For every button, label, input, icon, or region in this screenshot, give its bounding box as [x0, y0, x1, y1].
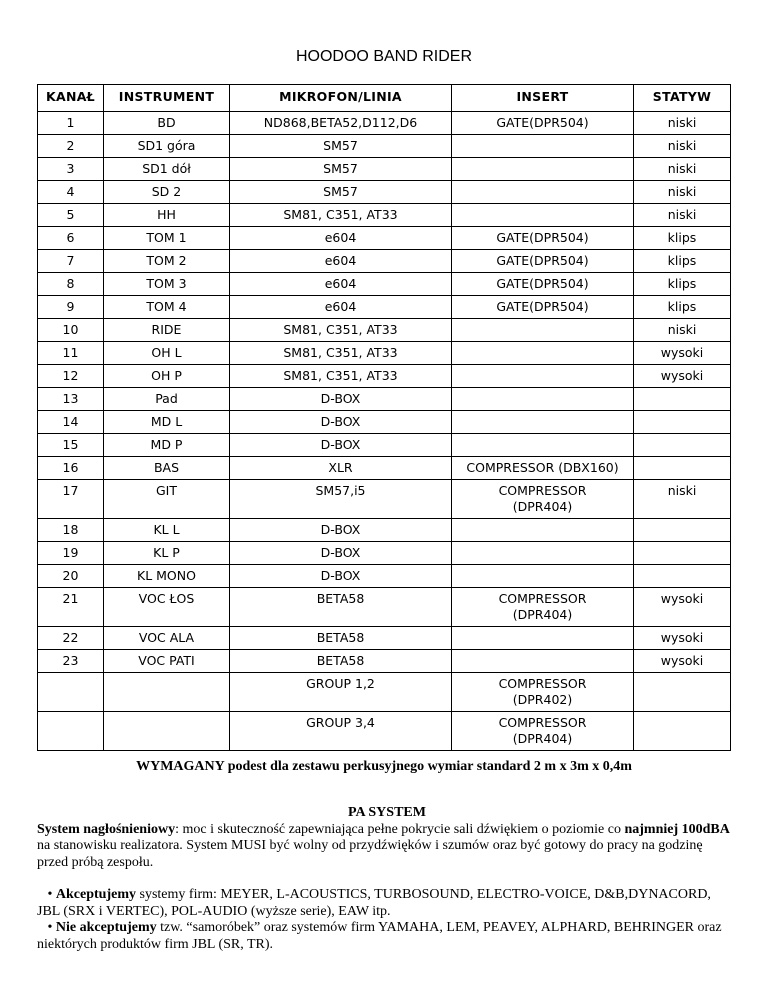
cell-instrument: KL P	[104, 542, 230, 565]
cell-channel: 6	[38, 227, 104, 250]
cell-stand: niski	[634, 181, 731, 204]
cell-channel	[38, 712, 104, 751]
pa-text: tzw. “samoróbek” oraz systemów firm YAMAHA, LEM, PEAVEY, ALPHARD, BEHRINGER oraz niektórych produktów firm JBL (SR, TR).	[37, 920, 726, 952]
cell-instrument: BD	[104, 112, 230, 135]
cell-stand: niski	[634, 319, 731, 342]
cell-microphone: SM57,i5	[230, 480, 452, 519]
table-row	[38, 712, 731, 751]
cell-stand: klips	[634, 273, 731, 296]
cell-insert	[452, 181, 634, 204]
table-row	[38, 542, 731, 565]
cell-instrument: HH	[104, 204, 230, 227]
pa-text: na stanowisku realizatora. System MUSI być wolny od przydźwięków i szumów oraz być gotowy do pracy na godzinę przed próbą zespołu.	[37, 838, 703, 870]
cell-channel: 19	[38, 542, 104, 565]
cell-instrument: BAS	[104, 457, 230, 480]
cell-stand: niski	[634, 480, 731, 519]
header-instrument: INSTRUMENT	[104, 85, 230, 112]
cell-microphone: e604	[230, 273, 452, 296]
cell-microphone: GROUP 1,2	[230, 673, 452, 712]
cell-channel: 14	[38, 411, 104, 434]
table-row	[38, 365, 731, 388]
table-row	[38, 227, 731, 250]
cell-stand: niski	[634, 204, 731, 227]
cell-microphone: BETA58	[230, 588, 452, 627]
cell-stand	[634, 388, 731, 411]
cell-insert	[452, 434, 634, 457]
cell-instrument: VOC ALA	[104, 627, 230, 650]
cell-channel: 17	[38, 480, 104, 519]
cell-insert	[452, 135, 634, 158]
cell-insert: COMPRESSOR (DPR404)	[452, 712, 634, 751]
cell-instrument: MD L	[104, 411, 230, 434]
pa-label-not-accepted: Nie akceptujemy	[55, 920, 157, 935]
pa-accepted	[37, 887, 737, 920]
cell-insert: COMPRESSOR (DPR402)	[452, 673, 634, 712]
pa-system-title: PA SYSTEM	[348, 805, 426, 820]
cell-channel: 11	[38, 342, 104, 365]
cell-channel: 7	[38, 250, 104, 273]
table-row	[38, 388, 731, 411]
cell-channel: 13	[38, 388, 104, 411]
cell-channel: 16	[38, 457, 104, 480]
table-row	[38, 112, 731, 135]
cell-stand: niski	[634, 158, 731, 181]
cell-microphone: D-BOX	[230, 565, 452, 588]
table-row	[38, 411, 731, 434]
cell-channel: 9	[38, 296, 104, 319]
cell-insert	[452, 365, 634, 388]
cell-instrument: KL MONO	[104, 565, 230, 588]
cell-instrument: VOC ŁOS	[104, 588, 230, 627]
cell-channel: 10	[38, 319, 104, 342]
cell-stand	[634, 434, 731, 457]
cell-instrument: SD1 dół	[104, 158, 230, 181]
cell-microphone: SM57	[230, 135, 452, 158]
cell-stand: klips	[634, 250, 731, 273]
cell-microphone: GROUP 3,4	[230, 712, 452, 751]
cell-microphone: BETA58	[230, 650, 452, 673]
pa-label-accepted: Akceptujemy	[55, 887, 137, 902]
table-row	[38, 135, 731, 158]
cell-instrument: MD P	[104, 434, 230, 457]
cell-microphone: SM81, C351, AT33	[230, 319, 452, 342]
table-row	[38, 204, 731, 227]
table-row	[38, 158, 731, 181]
page-title: HOODOO BAND RIDER	[295, 48, 472, 65]
cell-microphone: SM57	[230, 181, 452, 204]
cell-instrument: TOM 2	[104, 250, 230, 273]
cell-microphone: SM57	[230, 158, 452, 181]
table-row	[38, 588, 731, 627]
table-row	[38, 673, 731, 712]
cell-microphone: e604	[230, 227, 452, 250]
bullet: •	[37, 920, 56, 935]
cell-instrument: SD 2	[104, 181, 230, 204]
cell-insert: GATE(DPR504)	[452, 250, 634, 273]
cell-insert: COMPRESSOR (DPR404)	[452, 480, 634, 519]
cell-microphone: XLR	[230, 457, 452, 480]
cell-microphone: D-BOX	[230, 411, 452, 434]
cell-stand: wysoki	[634, 627, 731, 650]
cell-insert	[452, 411, 634, 434]
cell-stand	[634, 519, 731, 542]
header-channel: KANAŁ	[38, 85, 104, 112]
table-header-row	[38, 85, 731, 112]
cell-insert	[452, 319, 634, 342]
cell-insert: GATE(DPR504)	[452, 112, 634, 135]
bullet: •	[37, 887, 56, 902]
cell-microphone: e604	[230, 296, 452, 319]
cell-insert: GATE(DPR504)	[452, 273, 634, 296]
cell-microphone: SM81, C351, AT33	[230, 365, 452, 388]
table-row	[38, 319, 731, 342]
table-row	[38, 480, 731, 519]
cell-stand	[634, 565, 731, 588]
table-row	[38, 434, 731, 457]
cell-insert	[452, 204, 634, 227]
cell-stand: wysoki	[634, 365, 731, 388]
table-row	[38, 273, 731, 296]
cell-microphone: D-BOX	[230, 434, 452, 457]
cell-stand: wysoki	[634, 342, 731, 365]
cell-channel: 12	[38, 365, 104, 388]
table-row	[38, 181, 731, 204]
cell-channel: 8	[38, 273, 104, 296]
table-body	[38, 112, 731, 751]
cell-microphone: e604	[230, 250, 452, 273]
cell-channel: 22	[38, 627, 104, 650]
cell-insert	[452, 158, 634, 181]
table-row	[38, 519, 731, 542]
cell-stand: wysoki	[634, 588, 731, 627]
cell-microphone: D-BOX	[230, 542, 452, 565]
header-stand: STATYW	[634, 85, 731, 112]
pa-label-level: najmniej 100dBA	[624, 821, 730, 837]
cell-microphone: SM81, C351, AT33	[230, 204, 452, 227]
header-insert: INSERT	[452, 85, 634, 112]
pa-system-description	[37, 822, 737, 872]
cell-instrument: RIDE	[104, 319, 230, 342]
cell-insert	[452, 650, 634, 673]
cell-channel: 5	[38, 204, 104, 227]
cell-channel: 15	[38, 434, 104, 457]
cell-insert	[452, 565, 634, 588]
cell-insert	[452, 519, 634, 542]
cell-channel: 18	[38, 519, 104, 542]
table-row	[38, 342, 731, 365]
table-row	[38, 650, 731, 673]
table-row	[38, 296, 731, 319]
cell-channel	[38, 673, 104, 712]
pa-system-section	[37, 805, 737, 953]
cell-insert: GATE(DPR504)	[452, 227, 634, 250]
cell-insert	[452, 627, 634, 650]
cell-microphone: SM81, C351, AT33	[230, 342, 452, 365]
table-row	[38, 565, 731, 588]
cell-channel: 23	[38, 650, 104, 673]
cell-stand: klips	[634, 227, 731, 250]
pa-not-accepted	[37, 920, 737, 953]
cell-stand: niski	[634, 135, 731, 158]
pa-text: systemy firm: MEYER, L-ACOUSTICS, TURBOSOUND, ELECTRO-VOICE, D&B,DYNACORD, JBL (SRX i VERTEC), POL-AUDIO (wyższe serie), EAW itp.	[37, 887, 715, 919]
cell-channel: 1	[38, 112, 104, 135]
cell-channel: 20	[38, 565, 104, 588]
cell-channel: 4	[38, 181, 104, 204]
cell-stand: wysoki	[634, 650, 731, 673]
cell-stand: niski	[634, 112, 731, 135]
pa-label-system: System nagłośnieniowy	[37, 821, 176, 837]
cell-instrument: OH P	[104, 365, 230, 388]
cell-instrument: TOM 3	[104, 273, 230, 296]
table-row	[38, 250, 731, 273]
cell-instrument	[104, 712, 230, 751]
cell-stand	[634, 457, 731, 480]
cell-insert	[452, 542, 634, 565]
cell-instrument: SD1 góra	[104, 135, 230, 158]
cell-insert: COMPRESSOR (DBX160)	[452, 457, 634, 480]
cell-instrument: TOM 1	[104, 227, 230, 250]
table-row	[38, 457, 731, 480]
stage-riser-note: WYMAGANY podest dla zestawu perkusyjnego wymiar standard 2 m x 3m x 0,4m	[136, 759, 632, 774]
header-microphone: MIKROFON/LINIA	[230, 85, 452, 112]
cell-microphone: D-BOX	[230, 519, 452, 542]
cell-insert: GATE(DPR504)	[452, 296, 634, 319]
cell-stand	[634, 712, 731, 751]
cell-stand	[634, 542, 731, 565]
cell-microphone: ND868,BETA52,D112,D6	[230, 112, 452, 135]
cell-stand	[634, 411, 731, 434]
cell-instrument: GIT	[104, 480, 230, 519]
cell-instrument: OH L	[104, 342, 230, 365]
cell-microphone: D-BOX	[230, 388, 452, 411]
cell-microphone: BETA58	[230, 627, 452, 650]
cell-channel: 2	[38, 135, 104, 158]
cell-instrument: VOC PATI	[104, 650, 230, 673]
cell-instrument: TOM 4	[104, 296, 230, 319]
table-row	[38, 627, 731, 650]
cell-insert: COMPRESSOR (DPR404)	[452, 588, 634, 627]
cell-stand	[634, 673, 731, 712]
cell-insert	[452, 342, 634, 365]
cell-instrument	[104, 673, 230, 712]
cell-channel: 21	[38, 588, 104, 627]
rider-table	[37, 84, 731, 751]
cell-stand: klips	[634, 296, 731, 319]
cell-insert	[452, 388, 634, 411]
cell-channel: 3	[38, 158, 104, 181]
pa-text: : moc i skuteczność zapewniająca pełne pokrycie sali dźwiękiem o poziomie co	[175, 821, 625, 837]
cell-instrument: KL L	[104, 519, 230, 542]
cell-instrument: Pad	[104, 388, 230, 411]
